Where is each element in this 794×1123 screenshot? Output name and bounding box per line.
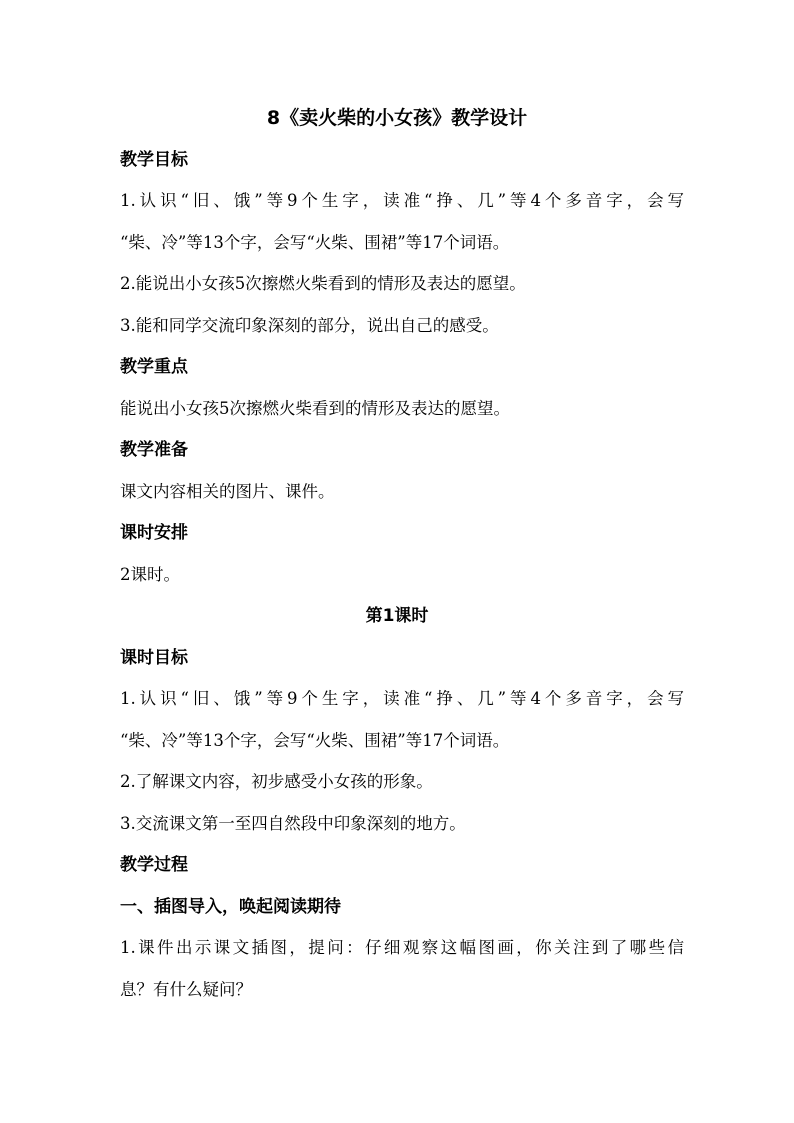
key-points-text: 能说出小女孩5次擦燃火柴看到的情形及表达的愿望。: [120, 399, 510, 418]
objective-1-line-2: “柴、冷”等13个字，会写“火柴、围裙”等17个词语。: [120, 233, 510, 252]
document-title: 8《卖火柴的小女孩》教学设计: [266, 107, 528, 129]
process-heading: 教学过程: [120, 855, 188, 875]
objectives-heading: 教学目标: [120, 150, 188, 170]
objective-1-line-1: 1.认识“旧、饿”等9个生字，读准“挣、几”等4个多音字，会写: [120, 191, 684, 210]
lesson-objective-1-line-2: “柴、冷”等13个字，会写“火柴、围裙”等17个词语。: [120, 731, 510, 750]
lesson-objective-1-line-1: 1.认识“旧、饿”等9个生字，读准“挣、几”等4个多音字，会写: [120, 689, 684, 708]
lesson-1-heading: 第1课时: [365, 606, 429, 626]
lesson-objective-3: 3.交流课文第一至四自然段中印象深刻的地方。: [120, 814, 466, 833]
section-1-heading: 一、插图导入，唤起阅读期待: [120, 897, 341, 917]
preparation-text: 课文内容相关的图片、课件。: [120, 482, 335, 501]
lesson-objective-2: 2.了解课文内容，初步感受小女孩的形象。: [120, 772, 433, 791]
schedule-heading: 课时安排: [120, 523, 188, 543]
step-1-line-1: 1.课件出示课文插图，提问：仔细观察这幅图画，你关注到了哪些信: [120, 938, 684, 957]
key-points-heading: 教学重点: [120, 357, 188, 377]
objective-3: 3.能和同学交流印象深刻的部分，说出自己的感受。: [120, 316, 499, 335]
objective-2: 2.能说出小女孩5次擦燃火柴看到的情形及表达的愿望。: [120, 274, 526, 293]
schedule-text: 2课时。: [120, 565, 180, 584]
lesson-objectives-heading: 课时目标: [120, 648, 188, 668]
step-1-line-2: 息？有什么疑问？: [120, 980, 252, 999]
preparation-heading: 教学准备: [120, 440, 188, 460]
